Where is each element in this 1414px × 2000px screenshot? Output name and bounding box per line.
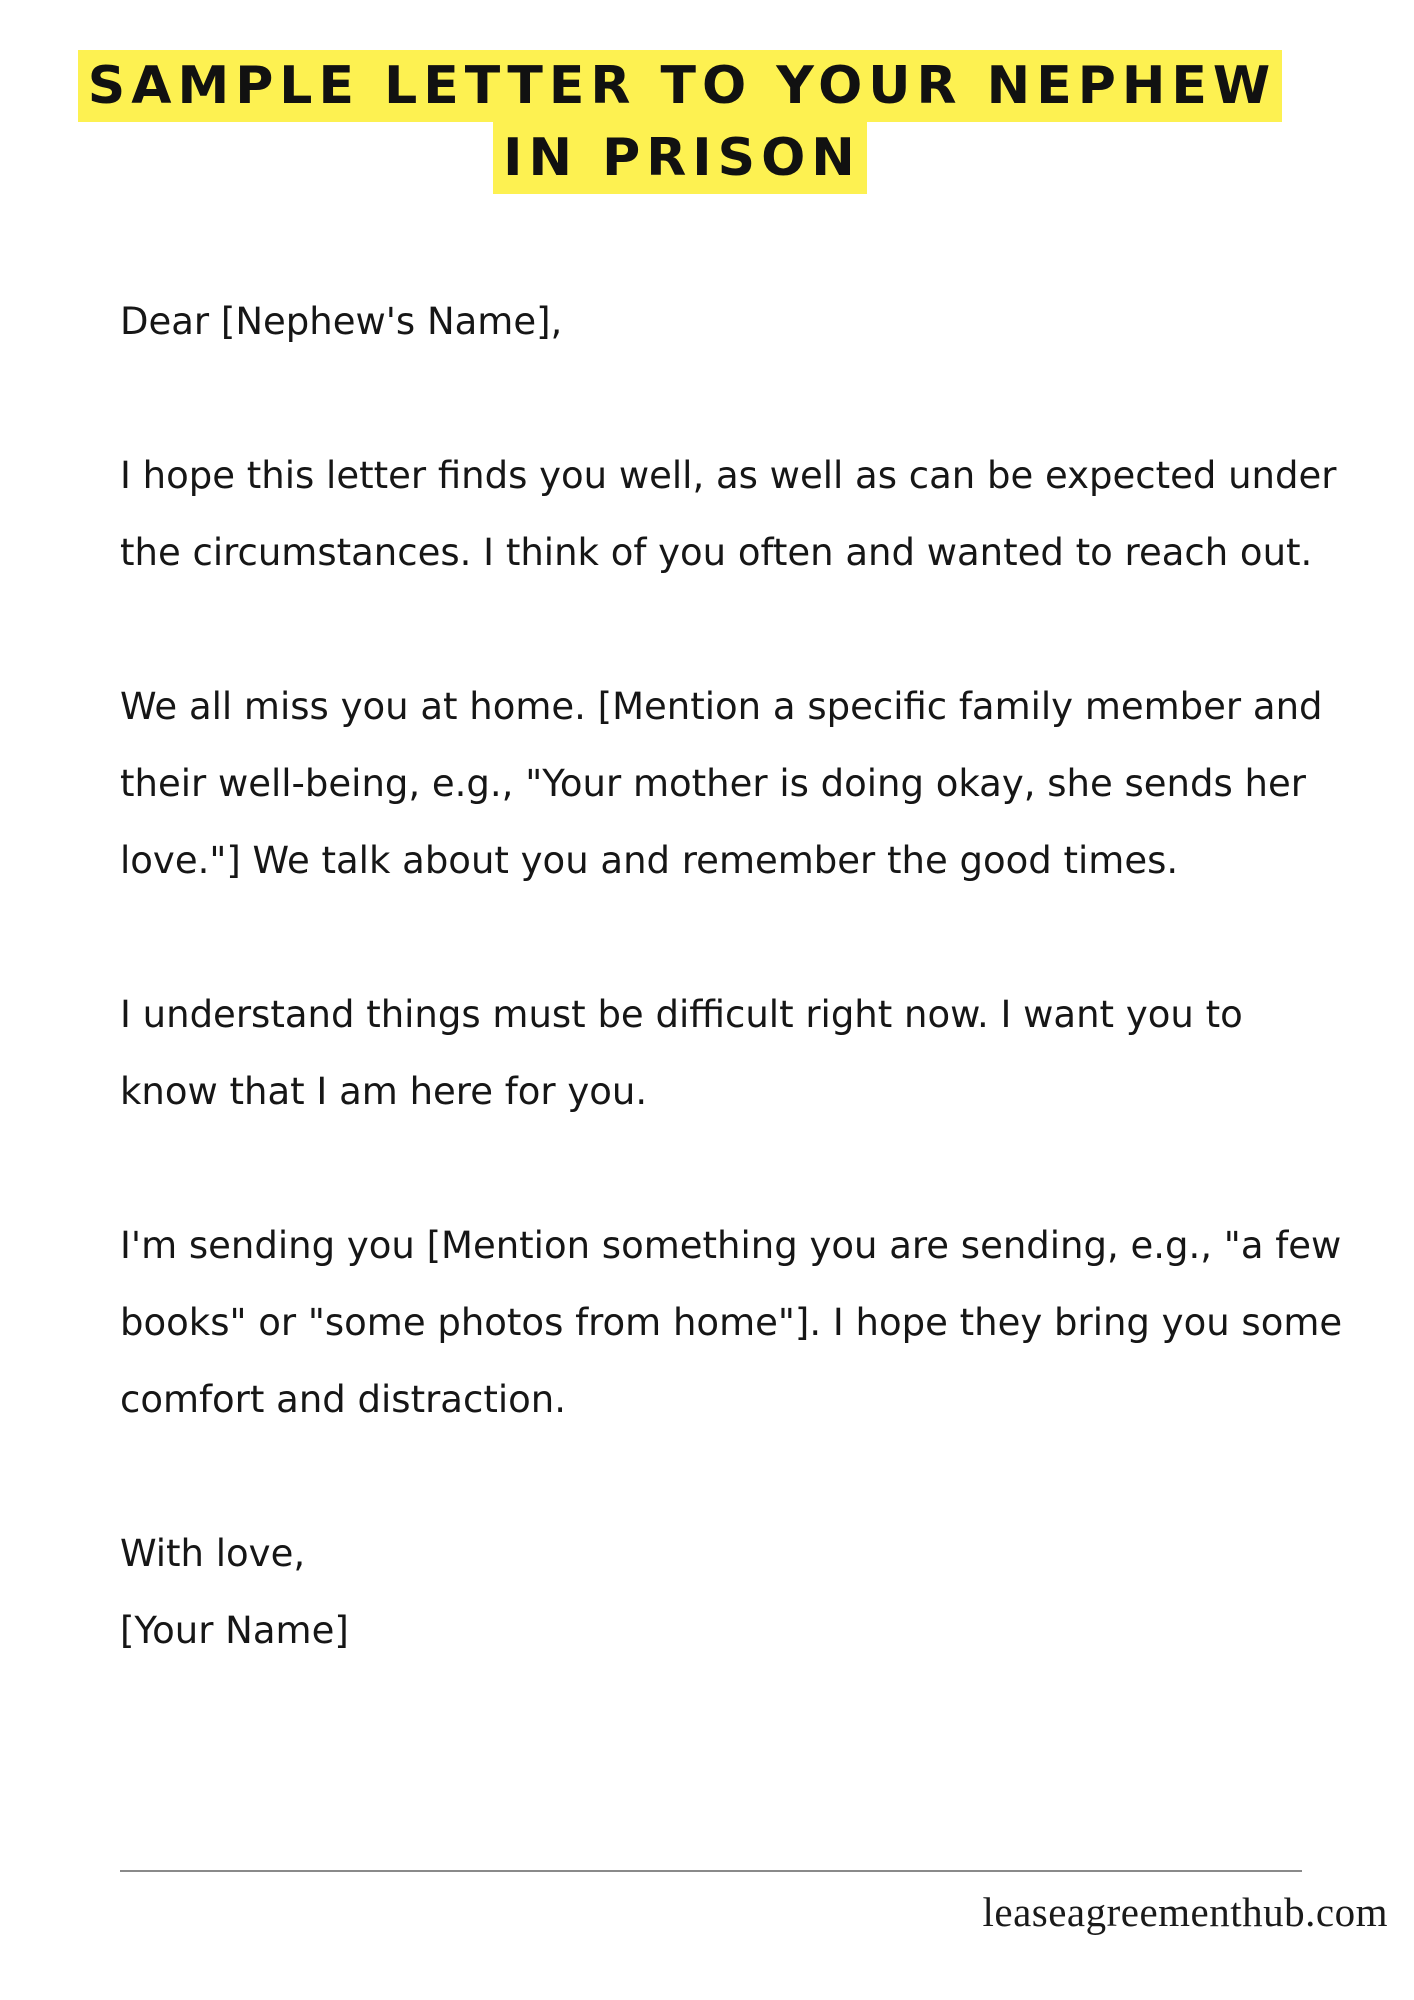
letter-paragraph-4: I'm sending you [Mention something you are sending, e.g., "a few books" or "some photos from home"]. I hope they bring you some comfort and distraction. [120,1224,1343,1421]
letter-salutation: Dear [Nephew's Name], [120,300,563,343]
title-line-1: SAMPLE LETTER TO YOUR NEPHEW [78,50,1282,122]
letter-paragraph-3: I understand things must be difficult right now. I want you to know that I am here for you. [120,993,1243,1113]
letter-paragraph-1: I hope this letter finds you well, as well as can be expected under the circumstances. I think of you often and wanted to reach out. [120,454,1337,574]
letter-closing: With love, [120,1532,306,1575]
footer-divider [120,1870,1302,1872]
title-line-2: IN PRISON [493,122,867,194]
letter-signature: [Your Name] [120,1609,349,1652]
page-title [0,50,1360,194]
letter-body [120,283,1350,1669]
letter-paragraph-2: We all miss you at home. [Mention a specific family member and their well-being, e.g., "Your mother is doing okay, she sends her love."] We talk about you and remember the good times. [120,685,1323,882]
footer-website: leaseagreementhub.com [982,1889,1388,1935]
letter-closing-block [120,1515,1350,1669]
